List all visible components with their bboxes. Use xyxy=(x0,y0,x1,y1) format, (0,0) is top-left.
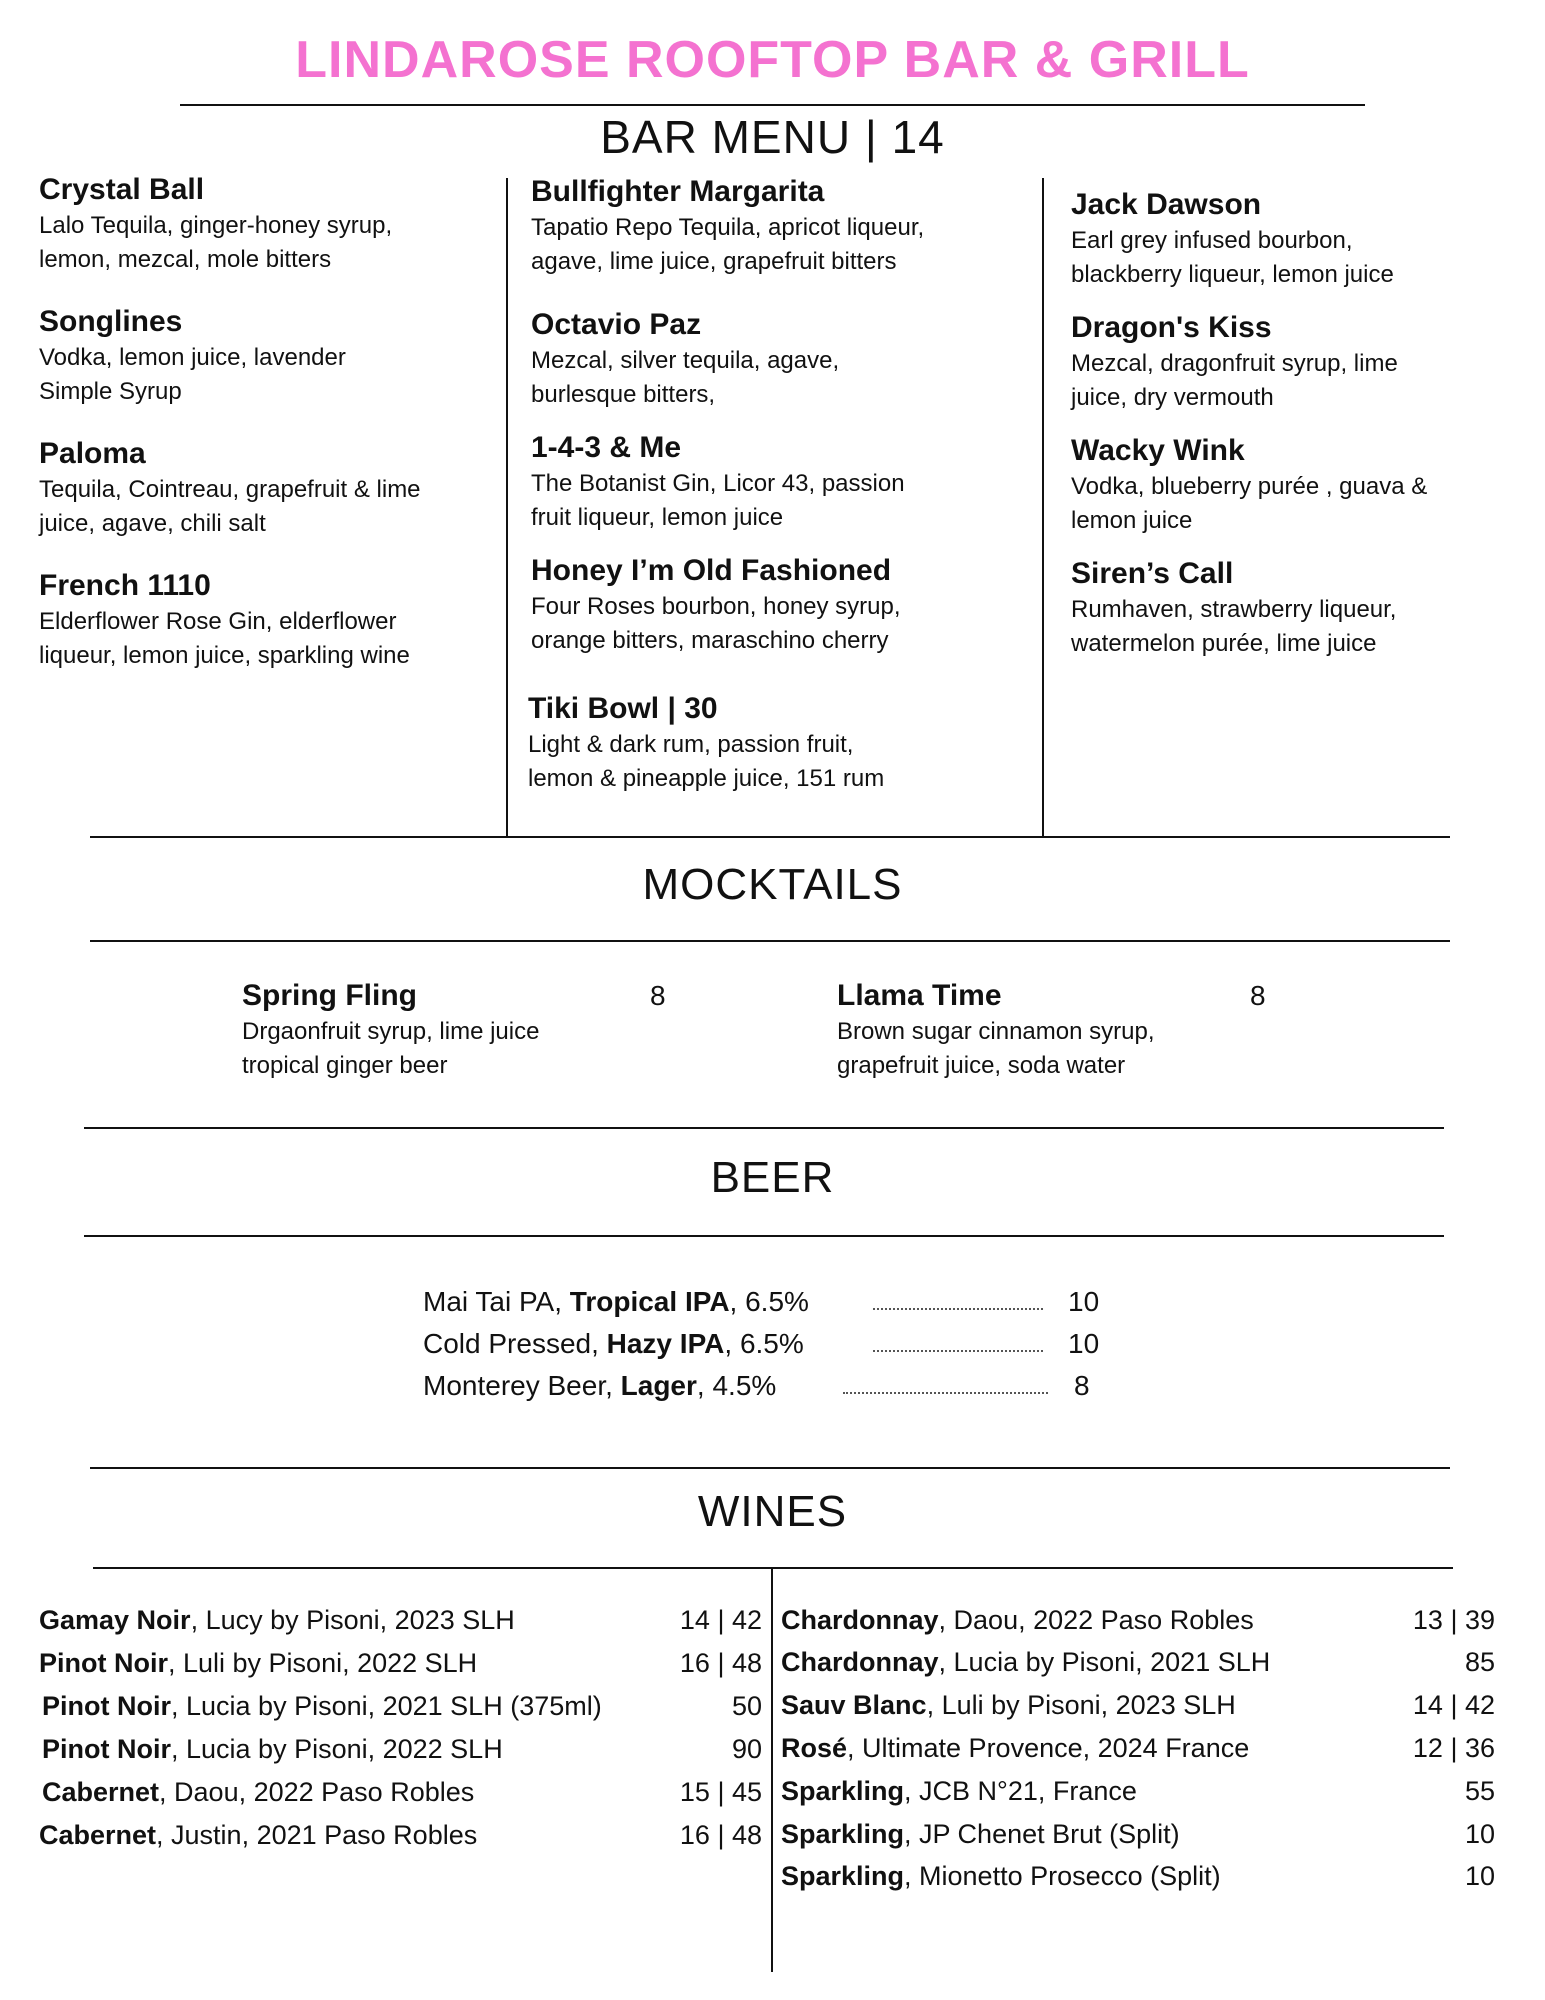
wine-detail: , Luli by Pisoni, 2022 SLH xyxy=(168,1648,478,1678)
wine-label xyxy=(39,1815,477,1855)
wine-detail: , Mionetto Prosecco (Split) xyxy=(904,1861,1221,1891)
wine-label xyxy=(781,1728,1249,1768)
wine-price: 10 xyxy=(1464,1861,1495,1891)
bar-menu-heading: BAR MENU | 14 xyxy=(600,111,945,163)
wine-row xyxy=(781,1814,1495,1854)
wine-row xyxy=(781,1600,1495,1640)
cocktail-name: Tiki Bowl | 30 xyxy=(528,692,718,725)
cocktail-description: Lalo Tequila, ginger-honey syrup, lemon, mezcal, mole bitters xyxy=(39,212,393,273)
wine-price: 50 xyxy=(731,1691,762,1721)
wine-price: 15 | 45 xyxy=(679,1777,762,1807)
wine-detail: , Daou, 2022 Paso Robles xyxy=(938,1605,1254,1635)
wine-row xyxy=(42,1686,762,1726)
beer-name: Monterey Beer, xyxy=(423,1370,621,1401)
cocktail-description: Mezcal, silver tequila, agave, burlesque bitters, xyxy=(531,347,840,408)
wine-row xyxy=(781,1856,1495,1896)
wine-varietal: Pinot Noir xyxy=(39,1648,168,1678)
cocktail-item xyxy=(39,567,410,673)
wine-varietal: Cabernet xyxy=(42,1777,160,1807)
cocktail-item xyxy=(531,552,901,658)
wine-row xyxy=(781,1685,1495,1725)
dot-leader xyxy=(873,1350,1043,1352)
section-divider xyxy=(90,1467,1450,1469)
wine-detail: , Daou, 2022 Paso Robles xyxy=(159,1777,475,1807)
mocktails-heading: MOCKTAILS xyxy=(642,860,903,909)
wine-price: 10 xyxy=(1464,1819,1495,1849)
cocktail-item xyxy=(1071,555,1396,661)
wine-detail: , Justin, 2021 Paso Robles xyxy=(156,1820,478,1850)
wine-varietal: Sparkling xyxy=(781,1819,905,1849)
wine-varietal: Sauv Blanc xyxy=(781,1690,927,1720)
cocktail-description: Four Roses bourbon, honey syrup, orange bitters, maraschino cherry xyxy=(531,593,901,654)
wine-price: 85 xyxy=(1464,1647,1495,1677)
cocktail-item xyxy=(39,435,421,541)
beer-row xyxy=(423,1370,1103,1412)
cocktail-column-divider-2 xyxy=(1042,178,1044,836)
beer-abv: , 6.5% xyxy=(729,1286,809,1317)
mocktail-item xyxy=(242,977,539,1083)
wine-detail: , Luli by Pisoni, 2023 SLH xyxy=(926,1690,1236,1720)
wine-column-divider xyxy=(771,1568,773,1972)
cocktail-description: Vodka, blueberry purée , guava & lemon juice xyxy=(1071,473,1428,534)
cocktail-description: Tequila, Cointreau, grapefruit & lime juice, agave, chili salt xyxy=(39,476,421,537)
wine-detail: , JP Chenet Brut (Split) xyxy=(904,1819,1180,1849)
mocktail-item xyxy=(837,977,1154,1083)
cocktail-item xyxy=(39,303,346,409)
mocktail-description: Drgaonfruit syrup, lime juice tropical ginger beer xyxy=(242,1018,540,1079)
beer-row xyxy=(423,1328,1103,1370)
cocktail-description: Tapatio Repo Tequila, apricot liqueur, agave, lime juice, grapefruit bitters xyxy=(531,214,925,275)
wine-label xyxy=(39,1643,477,1683)
wine-row xyxy=(781,1642,1495,1682)
wine-row xyxy=(39,1600,762,1640)
section-divider xyxy=(90,836,1450,838)
beer-price: 10 xyxy=(1068,1286,1100,1317)
beer-abv: , 4.5% xyxy=(696,1370,777,1401)
cocktail-description: Vodka, lemon juice, lavender Simple Syrup xyxy=(39,344,346,405)
wine-price: 14 | 42 xyxy=(679,1605,762,1635)
cocktail-item xyxy=(531,173,924,279)
cocktail-column-divider-1 xyxy=(506,178,508,836)
wine-row xyxy=(42,1729,762,1769)
wine-label xyxy=(42,1686,602,1726)
mocktail-price: 8 xyxy=(650,980,666,1011)
wine-price: 90 xyxy=(731,1734,762,1764)
cocktail-name: Octavio Paz xyxy=(531,308,702,341)
wine-label xyxy=(781,1814,1180,1854)
beer-label xyxy=(423,1328,804,1360)
beer-abv: , 6.5% xyxy=(724,1328,804,1359)
cocktail-item xyxy=(1071,309,1398,415)
cocktail-name: Crystal Ball xyxy=(39,173,205,206)
wine-price: 12 | 36 xyxy=(1412,1733,1495,1763)
beer-price: 10 xyxy=(1068,1328,1100,1359)
cocktail-name: Honey I’m Old Fashioned xyxy=(531,554,892,587)
wine-price: 16 | 48 xyxy=(679,1820,762,1850)
wine-label xyxy=(39,1600,515,1640)
menu-title: LINDAROSE ROOFTOP BAR & GRILL xyxy=(295,31,1250,89)
beer-heading: BEER xyxy=(710,1153,835,1202)
section-divider xyxy=(90,940,1450,942)
mocktail-price: 8 xyxy=(1250,980,1266,1011)
wine-price: 13 | 39 xyxy=(1412,1605,1495,1635)
cocktail-name: Paloma xyxy=(39,437,146,470)
beer-label xyxy=(423,1370,776,1402)
cocktail-item xyxy=(39,171,392,277)
cocktail-description: The Botanist Gin, Licor 43, passion fruit liqueur, lemon juice xyxy=(531,470,905,531)
cocktail-item xyxy=(531,429,905,535)
wine-label xyxy=(781,1856,1221,1896)
wine-price: 55 xyxy=(1464,1776,1495,1806)
cocktail-item xyxy=(1071,432,1427,538)
mocktail-name: Spring Fling xyxy=(242,979,417,1012)
cocktail-item xyxy=(528,690,884,796)
wine-label xyxy=(42,1729,503,1769)
wine-varietal: Sparkling xyxy=(781,1861,905,1891)
wine-row xyxy=(781,1728,1495,1768)
wine-detail: , Lucia by Pisoni, 2022 SLH xyxy=(171,1734,503,1764)
beer-name: Mai Tai PA, xyxy=(423,1286,570,1317)
wine-detail: , Lucy by Pisoni, 2023 SLH xyxy=(190,1605,515,1635)
wine-price: 14 | 42 xyxy=(1412,1690,1495,1720)
mocktail-description: Brown sugar cinnamon syrup, grapefruit juice, soda water xyxy=(837,1018,1155,1079)
wine-label xyxy=(781,1771,1137,1811)
cocktail-name: Songlines xyxy=(39,305,183,338)
wine-varietal: Chardonnay xyxy=(781,1605,939,1635)
mocktail-name: Llama Time xyxy=(837,979,1002,1012)
beer-name: Cold Pressed, xyxy=(423,1328,607,1359)
wine-varietal: Sparkling xyxy=(781,1776,905,1806)
wine-row xyxy=(39,1815,762,1855)
wine-detail: , Lucia by Pisoni, 2021 SLH xyxy=(938,1647,1271,1677)
cocktail-name: Jack Dawson xyxy=(1071,188,1262,221)
dot-leader xyxy=(843,1392,1048,1394)
beer-style: Hazy IPA xyxy=(606,1328,725,1359)
wines-heading: WINES xyxy=(697,1487,848,1536)
wine-varietal: Gamay Noir xyxy=(39,1605,191,1635)
wine-price: 16 | 48 xyxy=(679,1648,762,1678)
wine-label xyxy=(42,1772,474,1812)
wine-detail: , JCB N°21, France xyxy=(904,1776,1137,1806)
wine-varietal: Pinot Noir xyxy=(42,1734,171,1764)
wine-label xyxy=(781,1685,1236,1725)
cocktail-item xyxy=(1071,186,1394,292)
beer-price: 8 xyxy=(1074,1370,1090,1401)
cocktail-description: Earl grey infused bourbon, blackberry liqueur, lemon juice xyxy=(1071,227,1394,288)
beer-row xyxy=(423,1286,1103,1328)
wine-varietal: Pinot Noir xyxy=(42,1691,171,1721)
cocktail-name: 1-4-3 & Me xyxy=(531,431,682,464)
cocktail-name: Bullfighter Margarita xyxy=(531,175,825,208)
cocktail-item xyxy=(531,306,839,412)
wine-varietal: Chardonnay xyxy=(781,1647,939,1677)
wine-row xyxy=(39,1643,762,1683)
section-divider xyxy=(84,1235,1444,1237)
section-divider xyxy=(93,1567,1453,1569)
header-divider xyxy=(180,104,1365,106)
wine-detail: , Lucia by Pisoni, 2021 SLH (375ml) xyxy=(171,1691,602,1721)
cocktail-name: Dragon's Kiss xyxy=(1071,311,1272,344)
section-divider xyxy=(84,1127,1444,1129)
wine-varietal: Cabernet xyxy=(39,1820,157,1850)
beer-label xyxy=(423,1286,809,1318)
beer-style: Lager xyxy=(620,1370,697,1401)
wine-row xyxy=(781,1771,1495,1811)
cocktail-description: Mezcal, dragonfruit syrup, lime juice, dry vermouth xyxy=(1071,350,1398,411)
cocktail-name: Wacky Wink xyxy=(1071,434,1245,467)
wine-row xyxy=(42,1772,762,1812)
wine-label xyxy=(781,1600,1254,1640)
beer-style: Tropical IPA xyxy=(569,1286,730,1317)
wine-varietal: Rosé xyxy=(781,1733,848,1763)
cocktail-name: French 1110 xyxy=(39,569,211,602)
cocktail-description: Elderflower Rose Gin, elderflower liqueur, lemon juice, sparkling wine xyxy=(39,608,410,669)
wine-label xyxy=(781,1642,1270,1682)
cocktail-description: Rumhaven, strawberry liqueur, watermelon purée, lime juice xyxy=(1071,596,1397,657)
cocktail-name: Siren’s Call xyxy=(1071,557,1234,590)
dot-leader xyxy=(873,1308,1043,1310)
cocktail-description: Light & dark rum, passion fruit, lemon & pineapple juice, 151 rum xyxy=(528,731,885,792)
wine-detail: , Ultimate Provence, 2024 France xyxy=(847,1733,1250,1763)
